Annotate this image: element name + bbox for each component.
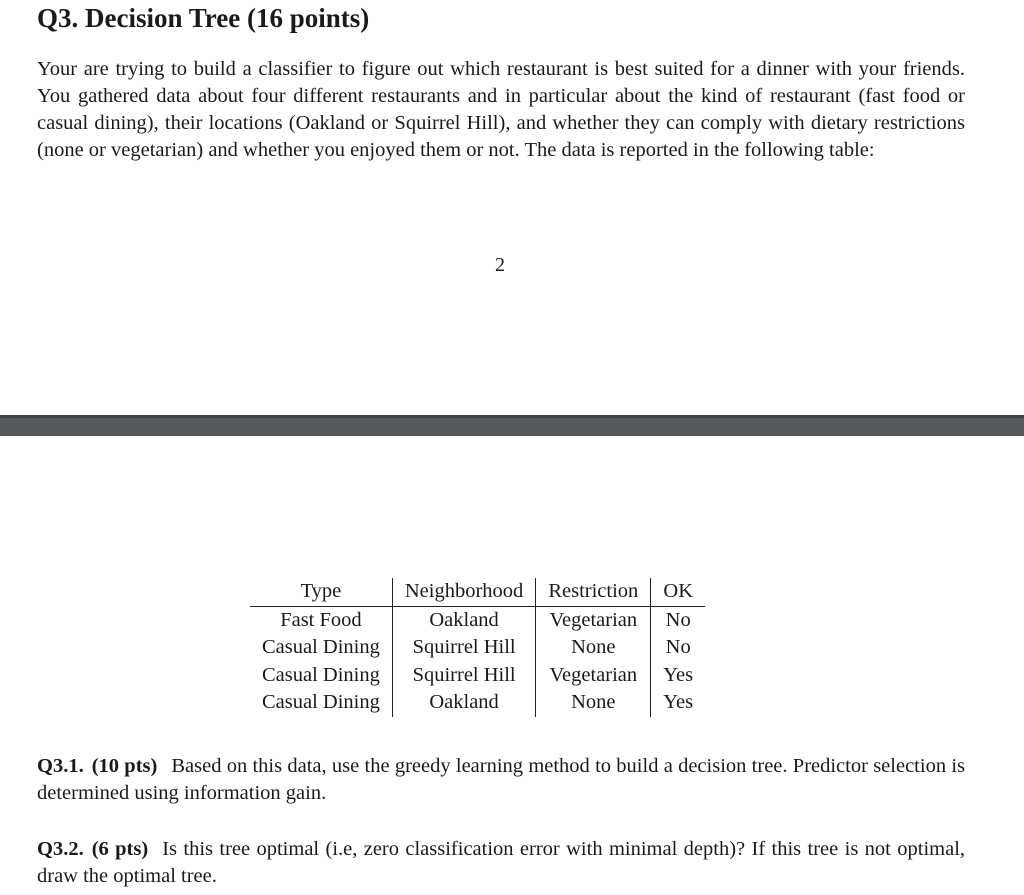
cell-restriction: Vegetarian [536,662,651,690]
page-separator [0,415,1024,436]
cell-type: Fast Food [280,608,362,631]
cell-neighborhood: Squirrel Hill [392,634,535,662]
column-header-ok: OK [651,578,705,606]
question-q3-1 [37,753,965,807]
intro-paragraph: Your are trying to build a classifier to figure out which restaurant is best suited for a dinner with your friends. You gathered data about four different restaurants and in particular about the kind of restaurant (fast food or casual dining), their locations (Oakland or Squirrel Hill), and whether they can comply with dietary restrictions (none or vegetarian) and whether you enjoyed them or not. The data is reported in the following table: [37,58,965,161]
document-page-top [0,0,1024,415]
page-number: 2 [495,254,505,276]
table-row [250,689,705,717]
question-text: Based on this data, use the greedy learning method to build a decision tree. Predictor selection is determined using information gain. [37,755,966,804]
cell-type: Casual Dining [262,663,380,686]
cell-restriction: None [536,634,651,662]
document-page-bottom [0,436,1024,895]
question-points: (6 pts) [91,838,149,860]
column-header-restriction: Restriction [536,578,651,606]
cell-type: Casual Dining [262,636,380,659]
cell-ok: Yes [651,662,705,690]
question-heading: Q3. Decision Tree (16 points) [37,3,370,33]
cell-ok: Yes [651,689,705,717]
column-header-type: Type [250,578,392,606]
cell-restriction: Vegetarian [536,606,651,634]
cell-neighborhood: Oakland [392,689,535,717]
question-points: (10 pts) [91,755,158,777]
cell-restriction: None [536,689,651,717]
table-row [250,662,705,690]
cell-neighborhood: Squirrel Hill [392,662,535,690]
table-header-row [250,578,705,606]
question-q3-2 [37,836,965,890]
question-label: Q3.2. [37,838,84,860]
table-row [250,606,705,634]
column-header-neighborhood: Neighborhood [392,578,535,606]
table-row [250,634,705,662]
cell-ok: No [651,634,705,662]
cell-type: Casual Dining [262,691,380,714]
cell-ok: No [651,606,705,634]
cell-neighborhood: Oakland [392,606,535,634]
question-label: Q3.1. [37,755,84,777]
restaurant-data-table [250,578,705,717]
question-text: Is this tree optimal (i.e, zero classification error with minimal depth)? If this tree is not optimal, draw the optimal tree. [37,838,966,887]
